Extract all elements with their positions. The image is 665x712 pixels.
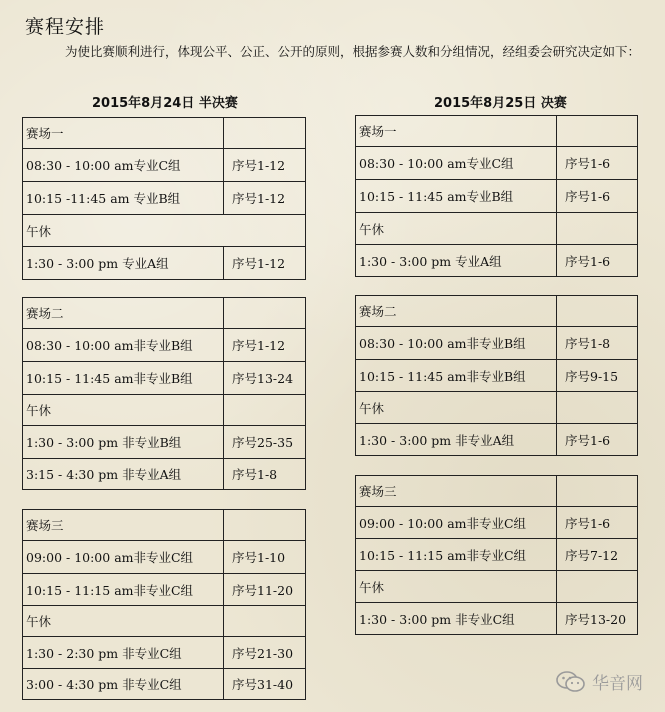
watermark-text: 华音网	[592, 674, 643, 694]
lunch-break-cell: 午休	[23, 606, 224, 637]
seq-cell: 序号1-6	[557, 147, 638, 180]
venue-name: 赛场二	[356, 296, 557, 327]
seq-cell: 序号1-8	[557, 327, 638, 360]
session-cell: 1:30 - 3:00 pm 非专业C组	[356, 603, 557, 635]
lunch-break-cell: 午休	[356, 571, 557, 603]
lunch-break-cell: 午休	[23, 215, 306, 247]
session-cell: 10:15 - 11:15 am非专业C组	[356, 539, 557, 571]
venue-name: 赛场三	[356, 476, 557, 507]
seq-cell: 序号1-12	[224, 182, 306, 215]
session-cell: 10:15 - 11:45 am专业B组	[356, 180, 557, 213]
seq-cell: 序号21-30	[224, 637, 306, 669]
final-venue-2-table	[355, 295, 638, 456]
session-cell: 08:30 - 10:00 am非专业B组	[23, 329, 224, 362]
semifinal-venue-1-table	[22, 117, 306, 280]
final-heading: 2015年8月25日 决赛	[434, 96, 567, 111]
venue-name: 赛场一	[23, 118, 224, 149]
seq-cell: 序号1-12	[224, 247, 306, 280]
session-cell: 1:30 - 2:30 pm 非专业C组	[23, 637, 224, 669]
watermark	[556, 669, 643, 694]
session-cell: 1:30 - 3:00 pm 非专业B组	[23, 426, 224, 459]
final-venue-1-table	[355, 115, 638, 277]
seq-cell: 序号1-12	[224, 149, 306, 182]
session-cell: 09:00 - 10:00 am非专业C组	[356, 507, 557, 539]
semifinal-heading: 2015年8月24日 半决赛	[92, 96, 238, 111]
session-cell: 08:30 - 10:00 am专业C组	[23, 149, 224, 182]
seq-cell: 序号1-6	[557, 180, 638, 213]
lunch-break-cell: 午休	[23, 395, 224, 426]
venue-name: 赛场二	[23, 298, 224, 329]
semifinal-venue-2-table	[22, 297, 306, 490]
seq-cell: 序号9-15	[557, 360, 638, 392]
session-cell: 3:15 - 4:30 pm 非专业A组	[23, 459, 224, 490]
session-cell: 09:00 - 10:00 am非专业C组	[23, 541, 224, 574]
seq-cell: 序号1-6	[557, 424, 638, 456]
session-cell: 08:30 - 10:00 am非专业B组	[356, 327, 557, 360]
seq-cell: 序号1-6	[557, 245, 638, 277]
venue-name: 赛场三	[23, 510, 224, 541]
seq-cell: 序号1-10	[224, 541, 306, 574]
session-cell: 10:15 -11:45 am 专业B组	[23, 182, 224, 215]
lunch-break-cell: 午休	[356, 213, 557, 245]
seq-cell: 序号13-24	[224, 362, 306, 395]
venue-name: 赛场一	[356, 116, 557, 147]
seq-cell: 序号11-20	[224, 574, 306, 606]
seq-cell: 序号1-12	[224, 329, 306, 362]
wechat-icon	[556, 670, 586, 694]
seq-cell: 序号1-6	[557, 507, 638, 539]
session-cell: 10:15 - 11:15 am非专业C组	[23, 574, 224, 606]
session-cell: 3:00 - 4:30 pm 非专业C组	[23, 669, 224, 700]
seq-cell: 序号13-20	[557, 603, 638, 635]
session-cell: 08:30 - 10:00 am专业C组	[356, 147, 557, 180]
final-venue-3-table	[355, 475, 638, 635]
seq-cell: 序号31-40	[224, 669, 306, 700]
session-cell: 1:30 - 3:00 pm 专业A组	[356, 245, 557, 277]
seq-cell: 序号1-8	[224, 459, 306, 490]
page-title: 赛程安排	[25, 16, 106, 38]
semifinal-venue-3-table	[22, 509, 306, 700]
session-cell: 1:30 - 3:00 pm 专业A组	[23, 247, 224, 280]
session-cell: 1:30 - 3:00 pm 非专业A组	[356, 424, 557, 456]
seq-cell: 序号25-35	[224, 426, 306, 459]
session-cell: 10:15 - 11:45 am非专业B组	[356, 360, 557, 392]
intro-paragraph: 为使比赛顺利进行，体现公平、公正、公开的原则，根据参赛人数和分组情况，经组委会研究决定如下：	[65, 44, 641, 59]
lunch-break-cell: 午休	[356, 392, 557, 424]
session-cell: 10:15 - 11:45 am非专业B组	[23, 362, 224, 395]
seq-cell: 序号7-12	[557, 539, 638, 571]
